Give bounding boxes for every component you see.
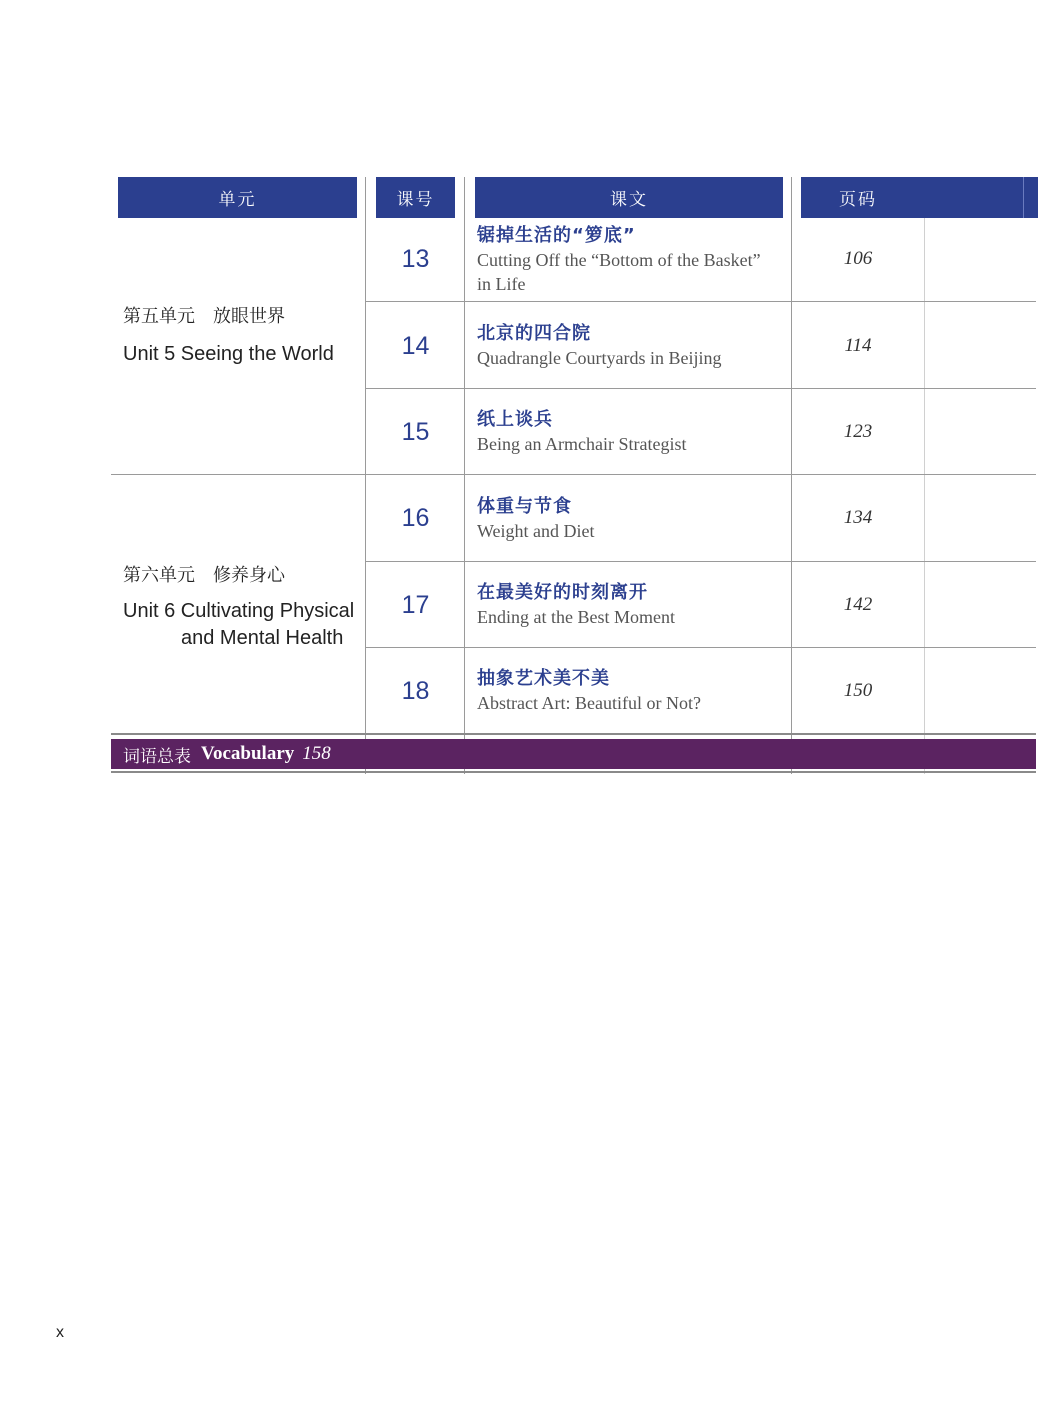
lesson-page: 114 [844,335,872,356]
lesson-title-zh: 纸上谈兵 [477,409,553,430]
header-extra-cell [1023,177,1038,218]
lesson-title-en: Ending at the Best Moment [477,607,675,627]
grid-hline [365,561,1036,562]
lesson-number: 17 [401,591,430,619]
grid-hline [111,771,1036,773]
grid-hline [365,388,1036,389]
lesson-title[interactable] [477,408,787,456]
grid-hline [111,733,1036,735]
lesson-title[interactable] [477,224,787,296]
lesson-title-zh: 体重与节食 [477,496,572,517]
lesson-title-zh: 北京的四合院 [477,323,591,344]
vocabulary-bar[interactable] [111,739,1036,769]
lesson-title[interactable] [477,667,787,715]
vocabulary-zh: 词语总表 [123,746,191,767]
lesson-number: 13 [401,245,430,273]
lesson-title-en: Cutting Off the “Bottom of the Basket” [477,250,761,270]
lesson-title-zh: 锯掉生活的“箩底” [477,225,636,246]
unit-6-en-line1: Unit 6 Cultivating Physical [123,600,355,622]
lesson-title-en: Abstract Art: Beautiful or Not? [477,693,701,713]
grid-hline [365,647,1036,648]
lesson-page: 106 [843,248,873,269]
header-text: 课文 [475,177,783,218]
lesson-title-en: Being an Armchair Strategist [477,434,687,454]
lesson-title-en-cont: in Life [477,274,526,294]
lesson-page: 142 [843,594,873,615]
grid-hline [365,301,1036,302]
lesson-page: 123 [843,421,873,442]
lesson-title-en: Quadrangle Courtyards in Beijing [477,348,722,368]
grid-vline [464,177,465,774]
lesson-title[interactable] [477,495,787,543]
lesson-number: 16 [401,504,430,532]
lesson-title[interactable] [477,581,787,629]
unit-5-zh: 第五单元 放眼世界 [123,306,285,327]
lesson-title-zh: 抽象艺术美不美 [477,668,610,689]
header-lesson-no: 课号 [376,177,455,218]
vocabulary-en: Vocabulary [201,743,295,764]
lesson-number: 14 [401,332,430,360]
page-number-mark: x [56,1324,64,1341]
lesson-number: 15 [401,418,430,446]
grid-hline [111,474,1036,475]
header-unit: 单元 [118,177,357,218]
lesson-title[interactable] [477,322,787,370]
unit-6-zh: 第六单元 修养身心 [123,565,285,586]
lesson-title-zh: 在最美好的时刻离开 [477,582,648,603]
vocabulary-page: 158 [302,743,331,764]
unit-6-en-line2: and Mental Health [181,627,344,649]
lesson-title-en: Weight and Diet [477,521,595,541]
grid-vline [365,177,366,774]
unit-5-en: Unit 5 Seeing the World [123,343,334,365]
lesson-page: 150 [843,680,873,701]
lesson-page: 134 [843,507,873,528]
lesson-number: 18 [401,677,430,705]
header-page: 页码 [801,177,1023,218]
